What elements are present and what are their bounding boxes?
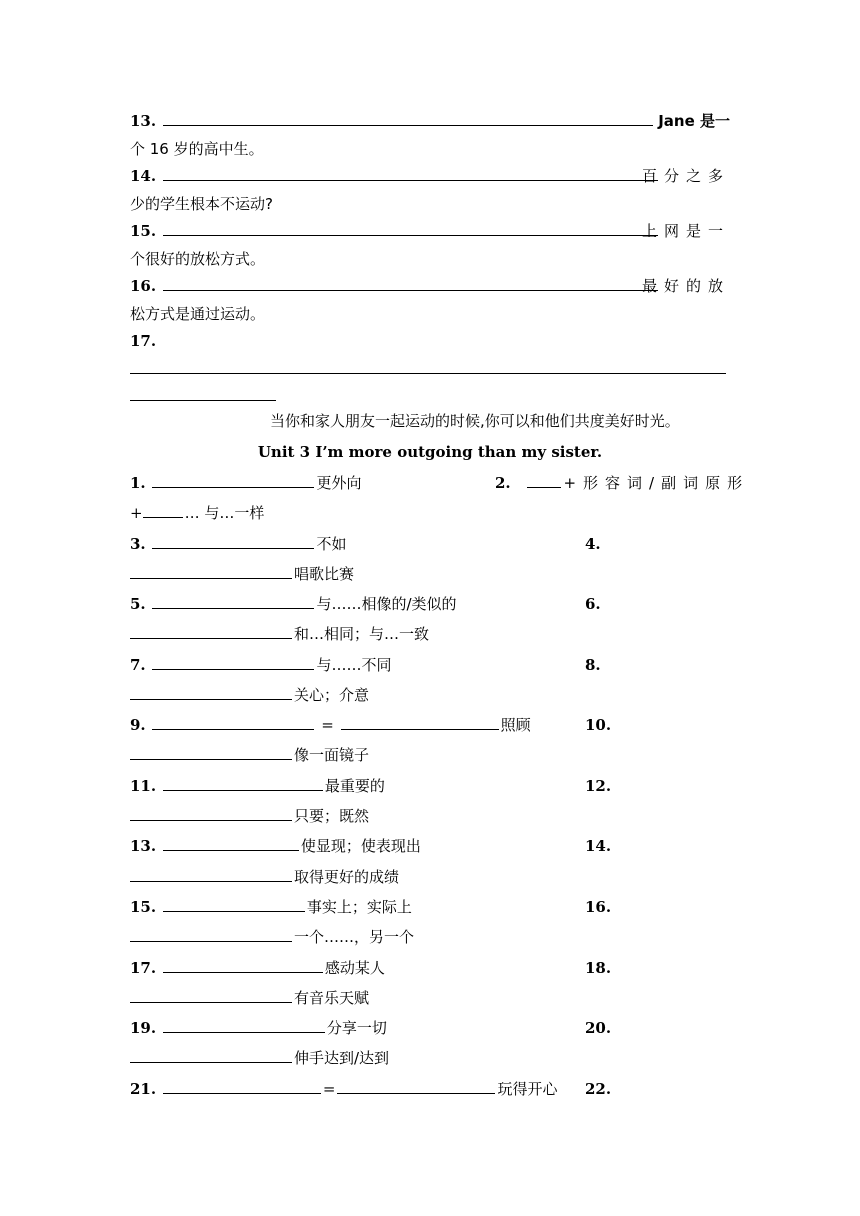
answer-blank[interactable] bbox=[130, 385, 276, 401]
item-number: 5. bbox=[130, 595, 146, 613]
item-number: 13. bbox=[130, 112, 157, 130]
sentence-17-cont: 当你和家人朋友一起运动的时候,你可以和他们共度美好时光。 bbox=[270, 412, 680, 430]
vocab-row-9-cont bbox=[130, 744, 730, 766]
sentence-tail: 最好的放 bbox=[641, 277, 730, 295]
sentence-17-line bbox=[130, 330, 730, 352]
vocab-row-7-cont bbox=[130, 684, 730, 706]
answer-blank[interactable] bbox=[130, 684, 292, 700]
vocab-row-15-cont bbox=[130, 926, 730, 948]
answer-blank[interactable] bbox=[163, 1017, 325, 1033]
item-number: 21. bbox=[130, 1080, 157, 1098]
meaning: 照顾 bbox=[500, 716, 531, 734]
item-number: 11. bbox=[130, 777, 157, 795]
item-number: 14. bbox=[130, 167, 157, 185]
meaning: 感动某人 bbox=[324, 959, 385, 977]
item-number: 3. bbox=[130, 535, 146, 553]
item-number: 4. bbox=[585, 535, 601, 553]
answer-blank[interactable] bbox=[152, 654, 314, 670]
meaning: 玩得开心 bbox=[497, 1080, 558, 1098]
item-number: 10. bbox=[585, 716, 612, 734]
meaning: 与……相像的/类似的 bbox=[316, 595, 457, 613]
answer-blank[interactable] bbox=[163, 835, 299, 851]
answer-blank[interactable] bbox=[130, 623, 292, 639]
vocab-row-1-cont bbox=[130, 502, 730, 524]
vocab-row-9 bbox=[130, 714, 730, 736]
vocab-row-1 bbox=[130, 472, 750, 494]
item-number: 20. bbox=[585, 1019, 612, 1037]
item-number: 2. bbox=[495, 474, 511, 492]
answer-blank[interactable] bbox=[130, 563, 292, 579]
sentence-13-cont: 个 16 岁的高中生。 bbox=[130, 140, 264, 158]
equals-sign: = bbox=[321, 716, 334, 734]
vocab-row-7 bbox=[130, 654, 730, 676]
meaning: 有音乐天赋 bbox=[294, 989, 370, 1007]
item-number: 8. bbox=[585, 656, 601, 674]
answer-blank[interactable] bbox=[341, 714, 499, 730]
meaning: +形容词/副词原形 bbox=[563, 474, 750, 492]
item-number: 16. bbox=[585, 898, 612, 916]
answer-blank[interactable] bbox=[143, 502, 183, 518]
unit-title: Unit 3 I’m more outgoing than my sister. bbox=[257, 443, 603, 461]
answer-blank[interactable] bbox=[163, 165, 658, 181]
item-number: 19. bbox=[130, 1019, 157, 1037]
answer-blank[interactable] bbox=[152, 714, 314, 730]
meaning: 关心；介意 bbox=[294, 686, 370, 704]
item-number: 15. bbox=[130, 222, 157, 240]
meaning: 伸手达到/达到 bbox=[294, 1049, 390, 1067]
answer-blank[interactable] bbox=[527, 472, 561, 488]
item-number: 12. bbox=[585, 777, 612, 795]
answer-blank[interactable] bbox=[152, 593, 314, 609]
sentence-15-line bbox=[130, 220, 730, 242]
meaning: 只要；既然 bbox=[294, 807, 370, 825]
plus-sign: + bbox=[130, 504, 143, 522]
vocab-row-17-cont bbox=[130, 987, 730, 1009]
answer-blank[interactable] bbox=[163, 957, 323, 973]
item-number: 9. bbox=[130, 716, 146, 734]
answer-blank[interactable] bbox=[130, 358, 726, 374]
sentence-tail: Jane 是一 bbox=[658, 112, 730, 130]
meaning: 与……不同 bbox=[316, 656, 392, 674]
answer-blank[interactable] bbox=[152, 533, 314, 549]
item-number: 7. bbox=[130, 656, 146, 674]
meaning: 唱歌比赛 bbox=[294, 565, 355, 583]
answer-blank[interactable] bbox=[130, 926, 292, 942]
vocab-row-17 bbox=[130, 957, 730, 979]
meaning: 取得更好的成绩 bbox=[294, 868, 400, 886]
vocab-row-13-cont bbox=[130, 866, 730, 888]
vocab-row-3-cont bbox=[130, 563, 730, 585]
vocab-row-11 bbox=[130, 775, 730, 797]
sentence-17-blank-line bbox=[130, 358, 730, 380]
meaning: 像一面镜子 bbox=[294, 746, 370, 764]
meaning: 更外向 bbox=[316, 474, 362, 492]
answer-blank[interactable] bbox=[163, 220, 658, 236]
sentence-15-cont: 个很好的放松方式。 bbox=[130, 250, 266, 268]
vocab-row-19 bbox=[130, 1017, 730, 1039]
answer-blank[interactable] bbox=[130, 1047, 292, 1063]
meaning: 使显现；使表现出 bbox=[300, 837, 421, 855]
item-number: 17. bbox=[130, 959, 157, 977]
vocab-row-19-cont bbox=[130, 1047, 730, 1069]
item-number: 22. bbox=[585, 1080, 612, 1098]
vocab-row-15 bbox=[130, 896, 730, 918]
equals-sign: = bbox=[322, 1080, 336, 1098]
answer-blank[interactable] bbox=[163, 1078, 321, 1094]
answer-blank[interactable] bbox=[130, 987, 292, 1003]
vocab-row-5 bbox=[130, 593, 730, 615]
item-number: 1. bbox=[130, 474, 146, 492]
vocab-row-3 bbox=[130, 533, 730, 555]
sentence-17-blank-line-2 bbox=[130, 385, 730, 407]
vocab-row-21 bbox=[130, 1078, 730, 1100]
sentence-tail: 百分之多 bbox=[641, 167, 730, 185]
meaning: 事实上；实际上 bbox=[306, 898, 412, 916]
item-2-group bbox=[495, 472, 749, 494]
item-number: 17. bbox=[130, 332, 157, 350]
meaning: 一个……，另一个 bbox=[294, 928, 415, 946]
sentence-14-cont: 少的学生根本不运动? bbox=[130, 195, 273, 213]
answer-blank[interactable] bbox=[163, 775, 323, 791]
answer-blank[interactable] bbox=[152, 472, 314, 488]
item-number: 16. bbox=[130, 277, 157, 295]
vocab-row-5-cont bbox=[130, 623, 730, 645]
sentence-16-cont: 松方式是通过运动。 bbox=[130, 305, 266, 323]
answer-blank[interactable] bbox=[163, 896, 305, 912]
sentence-14-line bbox=[130, 165, 730, 187]
item-number: 13. bbox=[130, 837, 157, 855]
meaning: 最重要的 bbox=[324, 777, 385, 795]
item-number: 15. bbox=[130, 898, 157, 916]
vocab-row-13 bbox=[130, 835, 730, 857]
meaning: 不如 bbox=[316, 535, 347, 553]
meaning: 分享一切 bbox=[326, 1019, 387, 1037]
sentence-13-line bbox=[130, 110, 730, 132]
meaning: … 与…一样 bbox=[184, 504, 265, 522]
item-number: 6. bbox=[585, 595, 601, 613]
answer-blank[interactable] bbox=[337, 1078, 495, 1094]
answer-blank[interactable] bbox=[130, 805, 292, 821]
item-number: 18. bbox=[585, 959, 612, 977]
item-number: 14. bbox=[585, 837, 612, 855]
answer-blank[interactable] bbox=[163, 275, 658, 291]
answer-blank[interactable] bbox=[163, 110, 653, 126]
vocab-row-11-cont bbox=[130, 805, 730, 827]
answer-blank[interactable] bbox=[130, 744, 292, 760]
meaning: 和…相同；与…一致 bbox=[294, 625, 430, 643]
answer-blank[interactable] bbox=[130, 866, 292, 882]
sentence-16-line bbox=[130, 275, 730, 297]
sentence-tail: 上网是一 bbox=[641, 222, 730, 240]
